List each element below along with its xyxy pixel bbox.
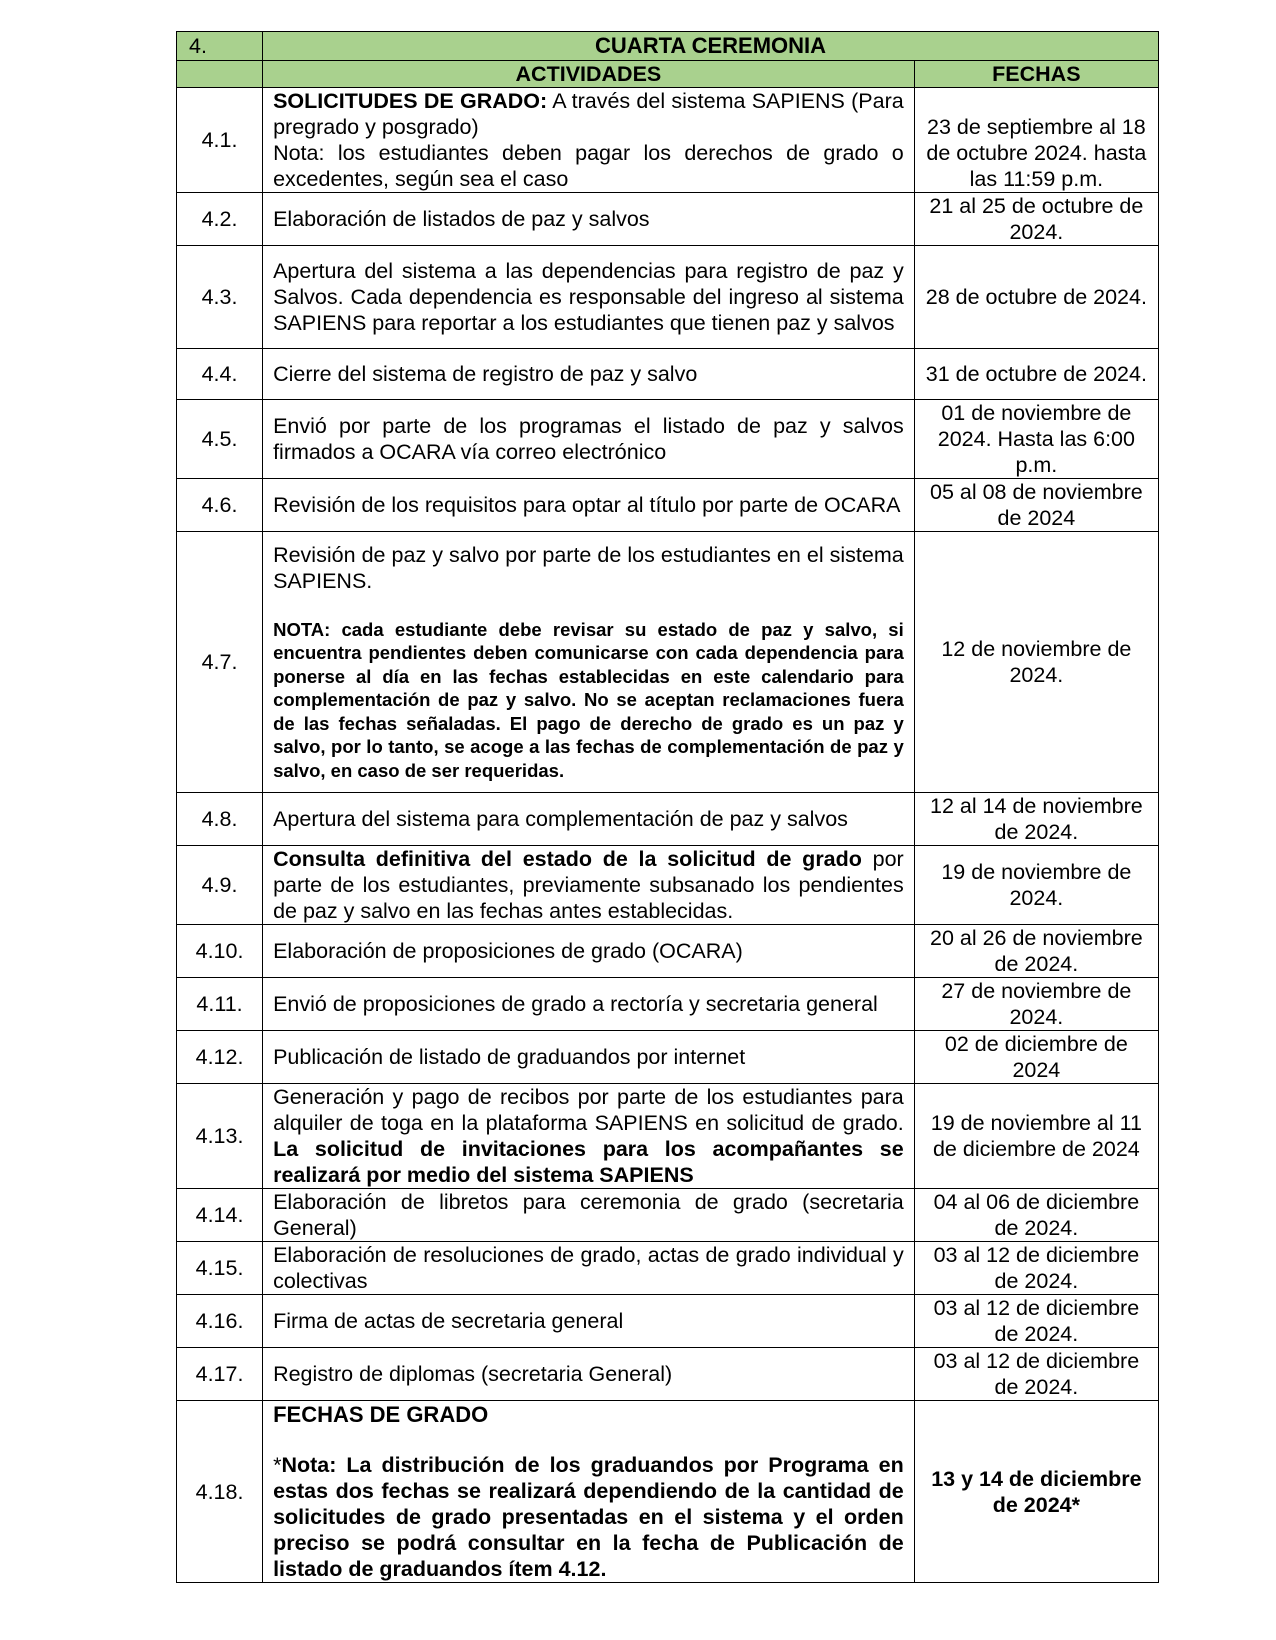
row-activity (263, 1084, 915, 1189)
column-header-activities: ACTIVIDADES (263, 61, 915, 88)
table-row (177, 532, 1159, 793)
section-title: CUARTA CEREMONIA (263, 32, 1159, 61)
activity-text: Generación y pago de recibos por parte de los estudiantes para alquiler de toga en la plataforma SAPIENS en solicitud de grado. (273, 1085, 904, 1135)
table-row (177, 1084, 1159, 1189)
row-date: 04 al 06 de diciembre de 2024. (914, 1189, 1158, 1242)
activity-bold-lead: SOLICITUDES DE GRADO: (273, 89, 548, 113)
row-date: 03 al 12 de diciembre de 2024. (914, 1348, 1158, 1401)
row-number: 4.17. (177, 1348, 263, 1401)
row-activity: Apertura del sistema a las dependencias para registro de paz y Salvos. Cada dependencia es responsable del ingreso al sistema SAPIENS para reportar a los estudiantes que tienen paz y salvos (263, 246, 915, 349)
row-number: 4.8. (177, 793, 263, 846)
row-number: 4.12. (177, 1031, 263, 1084)
row-date: 13 y 14 de diciembre de 2024* (914, 1401, 1158, 1583)
table-row (177, 1295, 1159, 1348)
row-activity: Publicación de listado de graduandos por internet (263, 1031, 915, 1084)
row-activity: Elaboración de listados de paz y salvos (263, 193, 915, 246)
row-number: 4.4. (177, 349, 263, 400)
row-date: 05 al 08 de noviembre de 2024 (914, 479, 1158, 532)
row-date: 27 de noviembre de 2024. (914, 978, 1158, 1031)
section-number: 4. (177, 32, 263, 61)
activity-note: : La distribución de los graduandos por Programa en estas dos fechas se realizará dependiendo de la cantidad de solicitudes de grado presentadas en el sistema y el orden preciso se podrá consultar en la fecha de Publicación de listado de graduandos ítem 4.12. (273, 1452, 904, 1581)
table-row (177, 1401, 1159, 1583)
row-number: 4.16. (177, 1295, 263, 1348)
column-header-dates: FECHAS (914, 61, 1158, 88)
row-date: 21 al 25 de octubre de 2024. (914, 193, 1158, 246)
row-activity: Envió por parte de los programas el listado de paz y salvos firmados a OCARA vía correo electrónico (263, 400, 915, 479)
row-number: 4.18. (177, 1401, 263, 1583)
table-row (177, 978, 1159, 1031)
row-date: 28 de octubre de 2024. (914, 246, 1158, 349)
row-number: 4.9. (177, 846, 263, 925)
activity-note: NOTA: cada estudiante debe revisar su estado de paz y salvo, si encuentra pendientes deben comunicarse con cada dependencia para ponerse al día en las fechas establecidas en este calendario para complementación de paz y salvo. No se aceptan reclamaciones fuera de las fechas señaladas. El pago de derecho de grado es un paz y salvo, por lo tanto, se acoge a las fechas de complementación de paz y salvo, en caso de ser requeridas. (273, 618, 904, 781)
row-date: 03 al 12 de diciembre de 2024. (914, 1295, 1158, 1348)
row-date: 23 de septiembre al 18 de octubre 2024. hasta las 11:59 p.m. (914, 88, 1158, 193)
row-number: 4.6. (177, 479, 263, 532)
column-header-row (177, 61, 1159, 88)
row-number: 4.11. (177, 978, 263, 1031)
activity-note: Nota: los estudiantes deben pagar los derechos de grado o excedentes, según sea el caso (273, 141, 904, 191)
row-activity: Cierre del sistema de registro de paz y salvo (263, 349, 915, 400)
row-number: 4.7. (177, 532, 263, 793)
table-row (177, 246, 1159, 349)
schedule-table (176, 31, 1159, 1583)
row-number: 4.14. (177, 1189, 263, 1242)
table-row (177, 1189, 1159, 1242)
table-row (177, 479, 1159, 532)
table-row (177, 400, 1159, 479)
row-activity (263, 88, 915, 193)
table-row (177, 1242, 1159, 1295)
activity-text: por parte de los estudiantes, previamente subsanado los pendientes de paz y salvo en las fechas antes establecidas. (273, 847, 904, 923)
row-date: 12 al 14 de noviembre de 2024. (914, 793, 1158, 846)
row-date: 19 de noviembre al 11 de diciembre de 2024 (914, 1084, 1158, 1189)
row-date: 31 de octubre de 2024. (914, 349, 1158, 400)
row-activity: Revisión de los requisitos para optar al título por parte de OCARA (263, 479, 915, 532)
table-row (177, 193, 1159, 246)
row-activity: Registro de diplomas (secretaria General) (263, 1348, 915, 1401)
table-row (177, 846, 1159, 925)
activity-bold-lead: Consulta definitiva del estado de la solicitud de grado (273, 847, 862, 871)
table-row (177, 349, 1159, 400)
row-activity: Elaboración de libretos para ceremonia de grado (secretaria General) (263, 1189, 915, 1242)
header-blank-cell (177, 61, 263, 88)
activity-text: A través del sistema SAPIENS (Para pregrado y posgrado) (273, 89, 904, 139)
row-number: 4.2. (177, 193, 263, 246)
row-date: 02 de diciembre de 2024 (914, 1031, 1158, 1084)
row-activity: Elaboración de proposiciones de grado (OCARA) (263, 925, 915, 978)
table-row (177, 793, 1159, 846)
row-activity (263, 1401, 915, 1583)
table-row (177, 1348, 1159, 1401)
table-row (177, 88, 1159, 193)
section-header-row (177, 32, 1159, 61)
activity-bold-tail: La solicitud de invitaciones para los acompañantes se realizará por medio del sistema SAPIENS (273, 1137, 904, 1187)
row-number: 4.3. (177, 246, 263, 349)
note-label: Nota (281, 1452, 330, 1477)
activity-text: Revisión de paz y salvo por parte de los estudiantes en el sistema SAPIENS. (273, 542, 904, 593)
row-activity: Firma de actas de secretaria general (263, 1295, 915, 1348)
row-number: 4.10. (177, 925, 263, 978)
row-number: 4.1. (177, 88, 263, 193)
row-date: 12 de noviembre de 2024. (914, 532, 1158, 793)
row-activity (263, 846, 915, 925)
row-number: 4.15. (177, 1242, 263, 1295)
row-activity (263, 532, 915, 793)
row-activity: Envió de proposiciones de grado a rectoría y secretaria general (263, 978, 915, 1031)
note-prefix: * (273, 1452, 282, 1477)
row-date: 20 al 26 de noviembre de 2024. (914, 925, 1158, 978)
row-number: 4.13. (177, 1084, 263, 1189)
table-row (177, 925, 1159, 978)
row-activity: Apertura del sistema para complementación de paz y salvos (263, 793, 915, 846)
row-number: 4.5. (177, 400, 263, 479)
table-row (177, 1031, 1159, 1084)
row-activity: Elaboración de resoluciones de grado, actas de grado individual y colectivas (263, 1242, 915, 1295)
row-date: 01 de noviembre de 2024. Hasta las 6:00 p.m. (914, 400, 1158, 479)
row-date: 19 de noviembre de 2024. (914, 846, 1158, 925)
row-date: 03 al 12 de diciembre de 2024. (914, 1242, 1158, 1295)
activity-heading: FECHAS DE GRADO (273, 1401, 489, 1427)
